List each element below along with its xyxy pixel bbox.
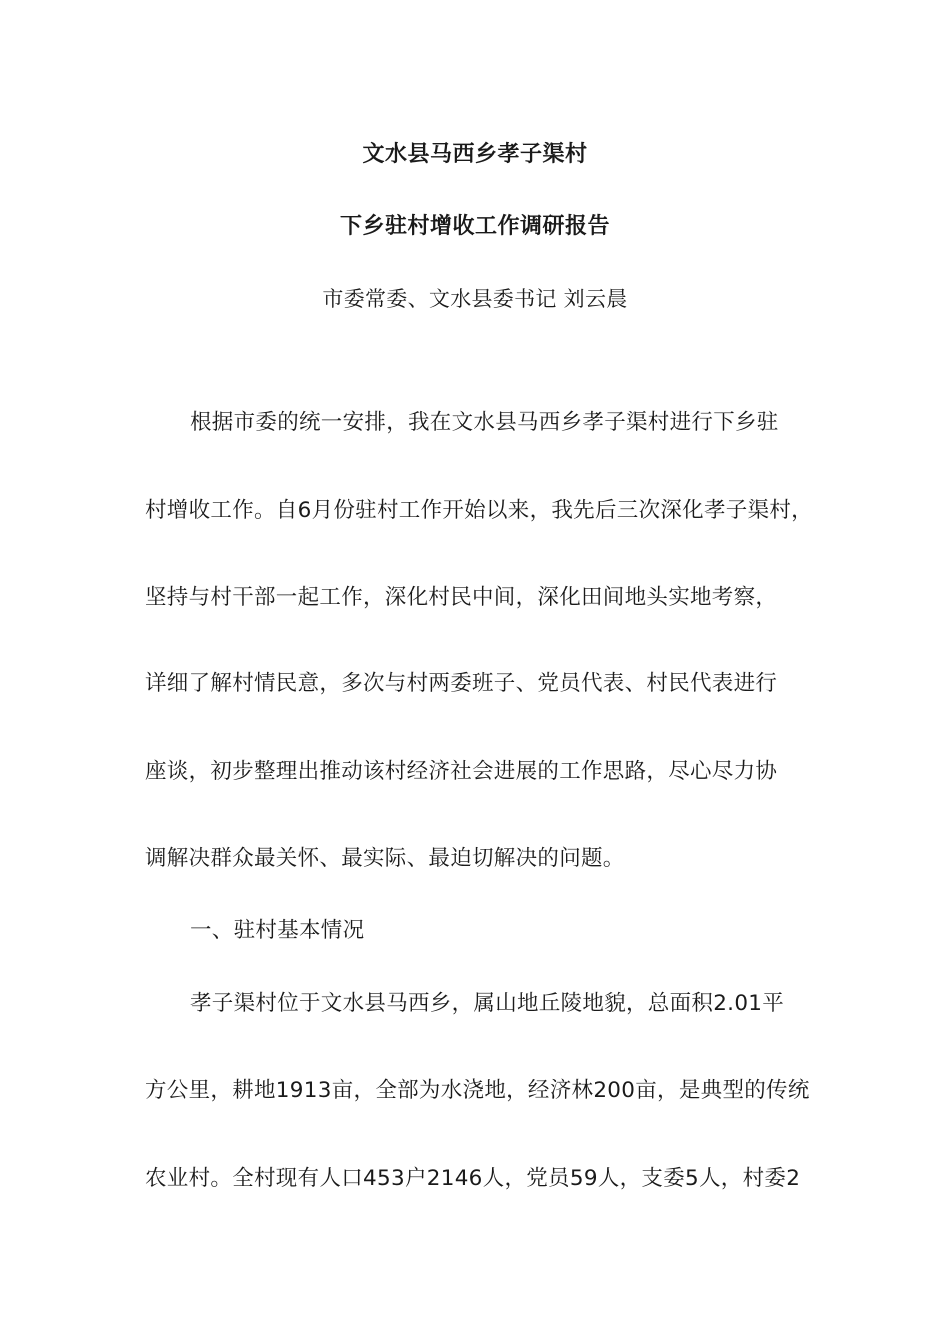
document-author: 市委常委、文水县委书记 刘云晨 <box>322 287 628 311</box>
paragraph-line: 村增收工作。自6月份驻村工作开始以来，我先后三次深化孝子渠村， <box>145 498 813 523</box>
document-title-line-2: 下乡驻村增收工作调研报告 <box>339 214 610 239</box>
paragraph-line: 方公里，耕地1913亩，全部为水浇地，经济林200亩，是典型的传统 <box>145 1078 810 1103</box>
paragraph-line: 孝子渠村位于文水县马西乡，属山地丘陵地貌，总面积2.01平 <box>190 991 785 1016</box>
section-heading: 一、驻村基本情况 <box>190 918 365 943</box>
paragraph-line: 详细了解村情民意，多次与村两委班子、党员代表、村民代表进行 <box>145 671 778 696</box>
paragraph-line: 调解决群众最关怀、最实际、最迫切解决的问题。 <box>145 846 625 871</box>
paragraph-line: 农业村。全村现有人口453户2146人，党员59人，支委5人，村委2 <box>145 1166 801 1191</box>
paragraph-line: 坚持与村干部一起工作，深化村民中间，深化田间地头实地考察， <box>145 585 778 610</box>
paragraph-line: 座谈，初步整理出推动该村经济社会进展的工作思路，尽心尽力协 <box>145 759 778 784</box>
document-title-line-1: 文水县马西乡孝子渠村 <box>362 142 588 167</box>
paragraph-line: 根据市委的统一安排，我在文水县马西乡孝子渠村进行下乡驻 <box>190 410 779 435</box>
